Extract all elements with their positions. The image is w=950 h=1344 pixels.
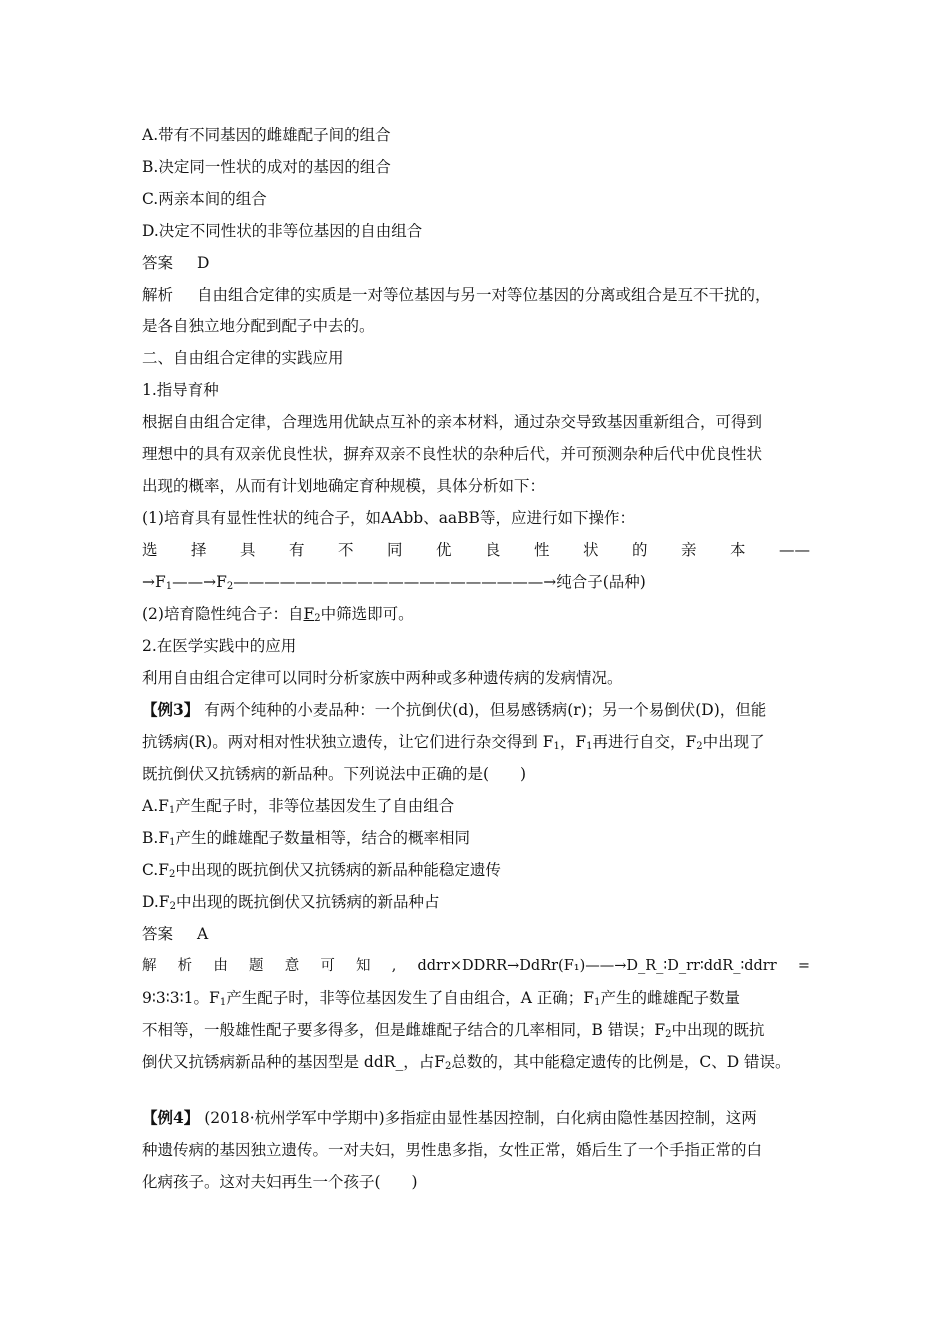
analysis-label: 解析 bbox=[142, 286, 174, 304]
ex4-stem-line-1: 【例4】 (2018·杭州学军中学期中)多指症由显性基因控制，白化病由隐性基因控制，这两 bbox=[142, 1108, 757, 1127]
ex4-stem-line-3: 化病孩子。这对夫妇再生一个孩子( ) bbox=[142, 1173, 418, 1191]
flow-line-2: $\to F_1——\to F_2————————————————————\to$纯合子(品种) bbox=[142, 573, 646, 592]
flow-char: 同 bbox=[387, 541, 403, 559]
subheading-breeding: 1.指导育种 bbox=[142, 381, 219, 399]
ex4-stem-line-2: 种遗传病的基因独立遗传。一对夫妇，男性患多指，女性正常，婚后生了一个手指正常的白 bbox=[142, 1141, 763, 1159]
ex3-analysis-line-4: 倒伏又抗锈病新品种的基因型是 ddR_，占$F_2$总数的，其中能稳定遗传的比例是，C、D 错误。 bbox=[142, 1053, 791, 1072]
ex3-analysis-line-1: 解 析 由 题 意 可 知 , ddrr×DDRR→DdRr(F₁)——→D_R_∶D_rr∶ddR_∶ddrr = bbox=[142, 958, 810, 974]
paragraph-line-3: 出现的概率，从而有计划地确定育种规模，具体分析如下： bbox=[142, 477, 546, 495]
flow-dash: —— bbox=[779, 541, 810, 559]
flow-char: 状 bbox=[583, 541, 599, 559]
q2-option-b: B.决定同一性状的成对的基因的组合 bbox=[142, 158, 391, 176]
subheading-medical: 2.在医学实践中的应用 bbox=[142, 637, 297, 655]
flow-char: 择 bbox=[191, 541, 207, 559]
flow-line-1 bbox=[142, 540, 810, 560]
ex3-answer bbox=[142, 924, 208, 944]
q2-option-d: D.决定不同性状的非等位基因的自由组合 bbox=[142, 222, 423, 240]
ex3-analysis-line-3: 不相等，一般雄性配子要多得多，但是雌雄配子结合的几率相同，B 错误；$F_2$中出现的既抗 bbox=[142, 1021, 765, 1040]
example-label: 【例4】 bbox=[142, 1108, 200, 1127]
ex3-analysis-line-2: 9∶3∶3∶1。$F_1$产生配子时，非等位基因发生了自由组合，A 正确；$F_1$产生的雌雄配子数量 bbox=[142, 989, 740, 1008]
paragraph-line-1: 根据自由组合定律，合理选用优缺点互补的亲本材料，通过杂交导致基因重新组合，可得到 bbox=[142, 413, 763, 431]
answer-value: D bbox=[197, 254, 210, 272]
item-dominant-pure: (1)培育具有显性性状的纯合子，如AAbb、aaBB等，应进行如下操作： bbox=[142, 509, 635, 527]
flow-char: 性 bbox=[534, 541, 550, 559]
paragraph-medical: 利用自由组合定律可以同时分析家族中两种或多种遗传病的发病情况。 bbox=[142, 669, 623, 687]
answer-label: 答案 bbox=[142, 925, 174, 943]
ex3-stem-line-3: 既抗倒伏又抗锈病的新品种。下列说法中正确的是( ) bbox=[142, 765, 527, 783]
q2-option-c: C.两亲本间的组合 bbox=[142, 190, 267, 208]
q2-answer bbox=[142, 253, 209, 273]
answer-label: 答案 bbox=[142, 254, 174, 272]
flow-char: 亲 bbox=[681, 541, 697, 559]
answer-value: A bbox=[197, 925, 209, 943]
q2-analysis-line-1: 解析 自由组合定律的实质是一对等位基因与另一对等位基因的分离或组合是互不干扰的， bbox=[142, 286, 771, 304]
q2-option-a: A.带有不同基因的雌雄配子间的组合 bbox=[142, 126, 391, 144]
ex3-option-d: $D.F_2$中出现的既抗倒伏又抗锈病的新品种占 bbox=[142, 893, 440, 912]
flow-char: 具 bbox=[240, 541, 256, 559]
flow-char: 有 bbox=[289, 541, 305, 559]
q2-analysis-line-2: 是各自独立地分配到配子中去的。 bbox=[142, 317, 375, 335]
section-heading: 二、自由组合定律的实践应用 bbox=[142, 349, 344, 367]
f2-underlined: $F_2$ bbox=[303, 605, 321, 624]
flow-char: 本 bbox=[730, 541, 746, 559]
flow-char: 选 bbox=[142, 541, 158, 559]
flow-char: 优 bbox=[436, 541, 452, 559]
flow-char: 的 bbox=[632, 541, 648, 559]
flow-char: 不 bbox=[338, 541, 354, 559]
ex3-stem-line-1: 【例3】 有两个纯种的小麦品种：一个抗倒伏(d)，但易感锈病(r)；另一个易倒伏(D)，但能 bbox=[142, 700, 767, 719]
example-label: 【例3】 bbox=[142, 700, 200, 719]
ex3-option-a: $A.F_1$产生配子时，非等位基因发生了自由组合 bbox=[142, 797, 455, 816]
ex3-option-b: $B.F_1$产生的雌雄配子数量相等，结合的概率相同 bbox=[142, 829, 470, 848]
item-recessive-pure: (2)培育隐性纯合子：自$F_2$中筛选即可。 bbox=[142, 605, 414, 624]
flow-char: 良 bbox=[485, 541, 501, 559]
ex3-option-c: $C.F_2$中出现的既抗倒伏又抗锈病的新品种能稳定遗传 bbox=[142, 861, 501, 880]
paragraph-line-2: 理想中的具有双亲优良性状，摒弃双亲不良性状的杂种后代，并可预测杂种后代中优良性状 bbox=[142, 445, 763, 463]
ex3-stem-line-2: 抗锈病(R)。两对相对性状独立遗传，让它们进行杂交得到 $F_1$，$F_1$再进行自交，$F_2$中出现了 bbox=[142, 733, 765, 752]
